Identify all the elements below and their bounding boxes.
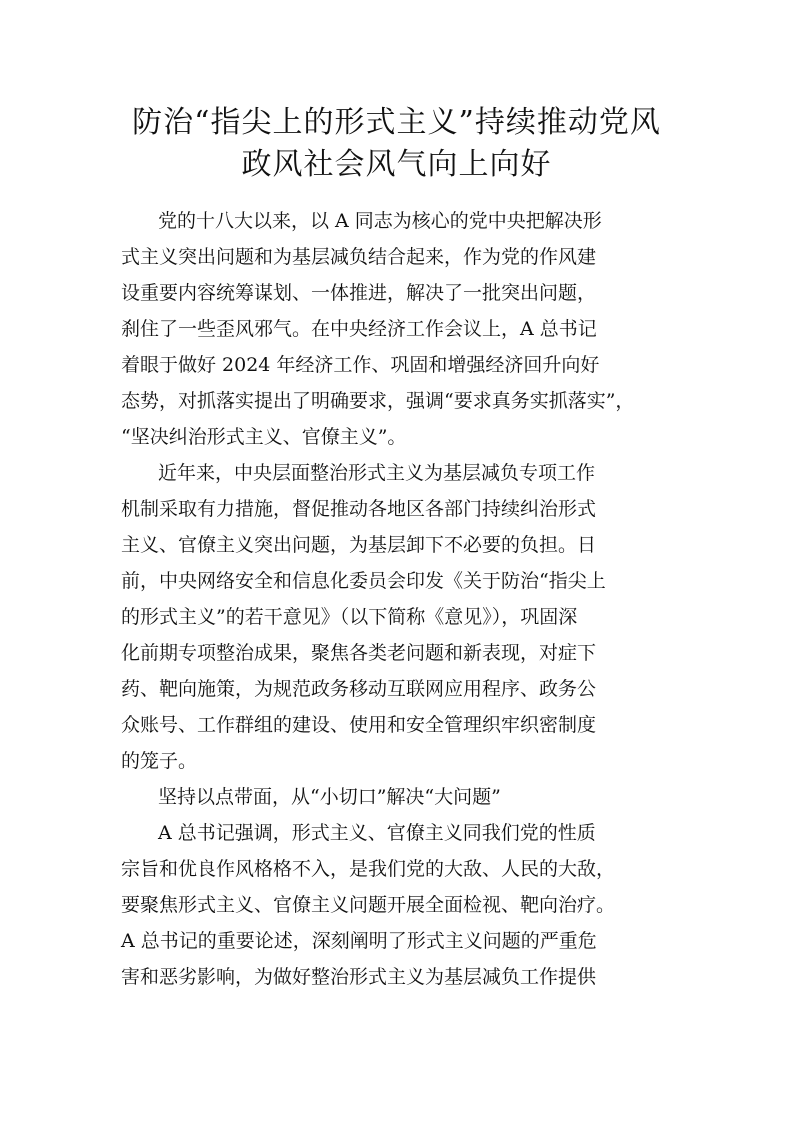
paragraph-line: 的形式主义”的若干意见》（以下简称《意见》），巩固深	[121, 606, 578, 628]
paragraph-line: 设重要内容统筹谋划、一体推进，解决了一批突出问题，	[121, 282, 597, 304]
paragraph-line: “坚决纠治形式主义、官僚主义”。	[121, 426, 407, 448]
paragraph-line: A 总书记强调，形式主义、官僚主义同我们党的性质	[158, 822, 596, 844]
paragraph-line: 的笼子。	[121, 750, 198, 772]
paragraph-line: 着眼于做好 2024 年经济工作、巩固和增强经济回升向好	[121, 354, 600, 376]
paragraph-line: A 总书记的重要论述，深刻阐明了形式主义问题的严重危	[121, 930, 597, 952]
paragraph-line: 要聚焦形式主义、官僚主义问题开展全面检视、靶向治疗。	[121, 894, 616, 916]
paragraph-line: 态势，对抓落实提出了明确要求，强调“要求真务实抓落实”，	[121, 390, 635, 412]
paragraph-line: 近年来，中央层面整治形式主义为基层减负专项工作	[158, 462, 596, 484]
document-title-line-1: 防治“指尖上的形式主义”持续推动党风	[132, 105, 661, 140]
paragraph-line: 众账号、工作群组的建设、使用和安全管理织牢织密制度	[121, 714, 597, 736]
paragraph-line: 刹住了一些歪风邪气。在中央经济工作会议上，A 总书记	[121, 318, 597, 340]
paragraph-line: 宗旨和优良作风格格不入，是我们党的大敌、人民的大敌，	[121, 858, 616, 880]
paragraph-line: 党的十八大以来，以 A 同志为核心的党中央把解决形	[158, 210, 602, 232]
paragraph-line: 式主义突出问题和为基层减负结合起来，作为党的作风建	[121, 246, 597, 268]
paragraph-line: 化前期专项整治成果，聚焦各类老问题和新表现，对症下	[121, 642, 597, 664]
paragraph-line: 害和恶劣影响，为做好整治形式主义为基层减负工作提供	[121, 966, 597, 988]
section-heading: 坚持以点带面，从“小切口”解决“大问题”	[158, 786, 501, 808]
paragraph-line: 前，中央网络安全和信息化委员会印发《关于防治“指尖上	[121, 570, 606, 592]
paragraph-line: 机制采取有力措施，督促推动各地区各部门持续纠治形式	[121, 498, 597, 520]
paragraph-line: 主义、官僚主义突出问题，为基层卸下不必要的负担。日	[121, 534, 597, 556]
document-title-line-2: 政风社会风气向上向好	[241, 147, 552, 182]
paragraph-line: 药、靶向施策，为规范政务移动互联网应用程序、政务公	[121, 678, 597, 700]
